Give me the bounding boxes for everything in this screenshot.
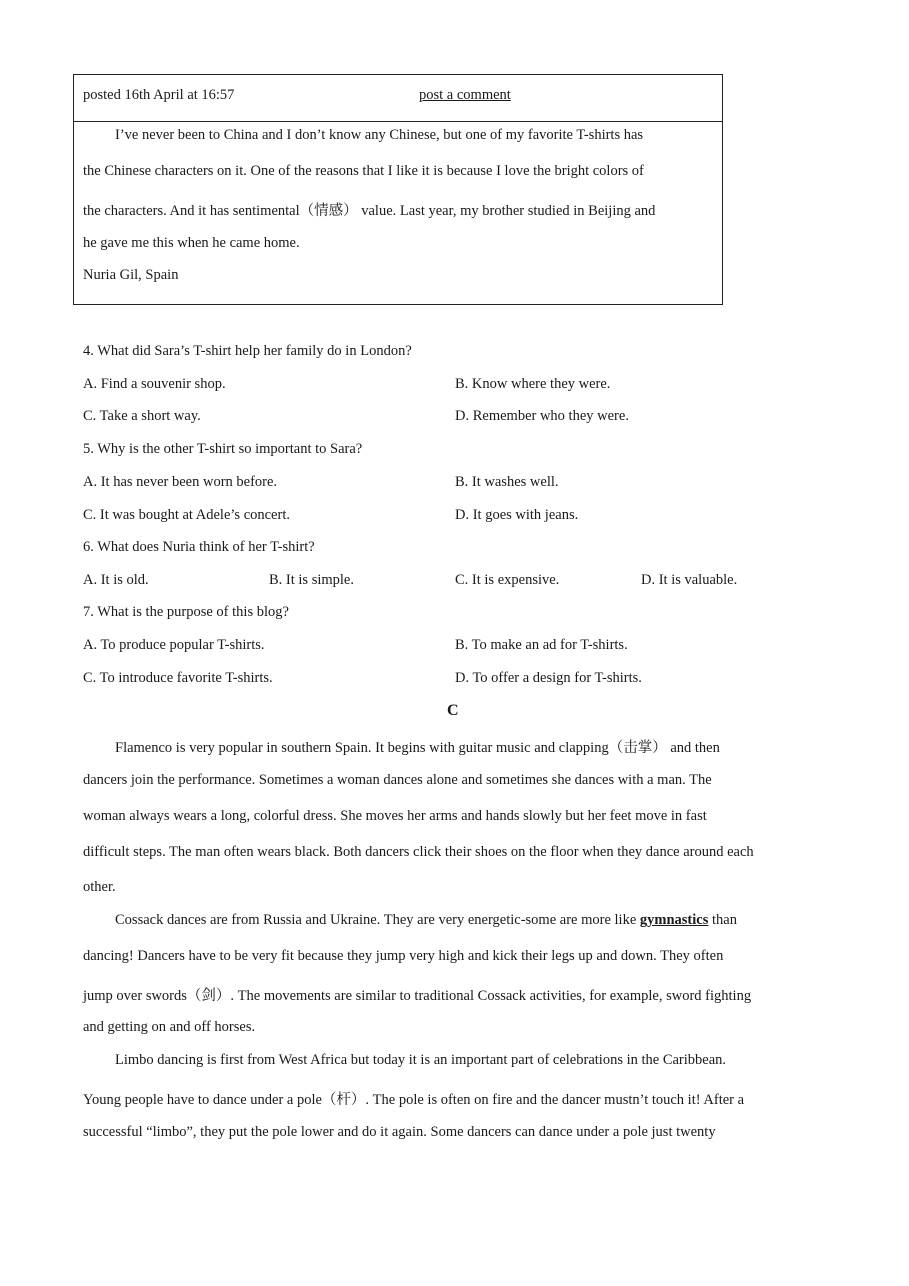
passage-c-p1-line-1: Flamenco is very popular in southern Spain. It begins with guitar music and clapping（击掌） and then <box>115 740 720 756</box>
question-4-stem: 4. What did Sara’s T-shirt help her family do in London? <box>83 343 412 359</box>
keyword-gymnastics: gymnastics <box>639 912 709 928</box>
passage-c-p2-line-3: jump over swords（剑）. The movements are similar to traditional Cossack activities, for example, sword fighting <box>83 988 752 1004</box>
passage-c-p2-line-1-pre: Cossack dances are from Russia and Ukraine. They are very energetic-some are more like <box>115 912 640 928</box>
blog-post-box <box>73 74 723 305</box>
question-7-option-c: C. To introduce favorite T-shirts. <box>83 670 273 686</box>
blog-line-2: the Chinese characters on it. One of the reasons that I like it is because I love the bright colors of <box>83 163 644 179</box>
question-5-option-d: D. It goes with jeans. <box>455 507 579 523</box>
blog-line-3: the characters. And it has sentimental（情感） value. Last year, my brother studied in Beijing and <box>83 203 656 219</box>
blog-post-header <box>74 75 722 122</box>
post-timestamp: posted 16th April at 16:57 <box>83 87 235 103</box>
passage-c-p1-line-2: dancers join the performance. Sometimes a woman dances alone and sometimes she dances with a man. The <box>83 772 712 788</box>
passage-c-p1-line-4: difficult steps. The man often wears black. Both dancers click their shoes on the floor when they dance around each <box>83 844 754 860</box>
question-4-option-a: A. Find a souvenir shop. <box>83 376 226 392</box>
post-comment-link[interactable]: post a comment <box>419 87 511 103</box>
question-5-option-c: C. It was bought at Adele’s concert. <box>83 507 290 523</box>
passage-c-p2-line-1 <box>115 912 737 929</box>
question-4-option-b: B. Know where they were. <box>455 376 611 392</box>
question-6-option-d: D. It is valuable. <box>641 572 738 588</box>
question-5-stem: 5. Why is the other T-shirt so important to Sara? <box>83 441 363 457</box>
passage-c-p3-line-2: Young people have to dance under a pole（杆）. The pole is often on fire and the dancer mustn’t touch it! After a <box>83 1092 745 1108</box>
blog-line-4: he gave me this when he came home. <box>83 235 300 251</box>
question-7-option-d: D. To offer a design for T-shirts. <box>455 670 642 686</box>
question-5-option-a: A. It has never been worn before. <box>83 474 278 490</box>
passage-c-p2-line-4: and getting on and off horses. <box>83 1019 256 1035</box>
question-4-option-d: D. Remember who they were. <box>455 408 629 424</box>
blog-line-1: I’ve never been to China and I don’t know any Chinese, but one of my favorite T-shirts has <box>115 127 644 143</box>
question-4-option-c: C. Take a short way. <box>83 408 201 424</box>
blog-signature: Nuria Gil, Spain <box>83 267 179 283</box>
question-7-stem: 7. What is the purpose of this blog? <box>83 604 289 620</box>
question-7-option-b: B. To make an ad for T-shirts. <box>455 637 628 653</box>
question-7-option-a: A. To produce popular T-shirts. <box>83 637 265 653</box>
passage-c-p1-line-5: other. <box>83 879 116 895</box>
section-heading-c: C <box>447 702 459 719</box>
passage-c-p2-line-1-post: than <box>708 912 737 928</box>
question-6-stem: 6. What does Nuria think of her T-shirt? <box>83 539 315 555</box>
question-6-option-c: C. It is expensive. <box>455 572 560 588</box>
passage-c-p2-line-2: dancing! Dancers have to be very fit because they jump very high and kick their legs up and down. They often <box>83 948 724 964</box>
passage-c-p1-line-3: woman always wears a long, colorful dress. She moves her arms and hands slowly but her feet move in fast <box>83 808 707 824</box>
question-6-option-b: B. It is simple. <box>269 572 354 588</box>
question-5-option-b: B. It washes well. <box>455 474 559 490</box>
question-6-option-a: A. It is old. <box>83 572 149 588</box>
passage-c-p3-line-3: successful “limbo”, they put the pole lower and do it again. Some dancers can dance under a pole just twenty <box>83 1124 716 1140</box>
passage-c-p3-line-1: Limbo dancing is first from West Africa but today it is an important part of celebrations in the Caribbean. <box>115 1052 727 1068</box>
